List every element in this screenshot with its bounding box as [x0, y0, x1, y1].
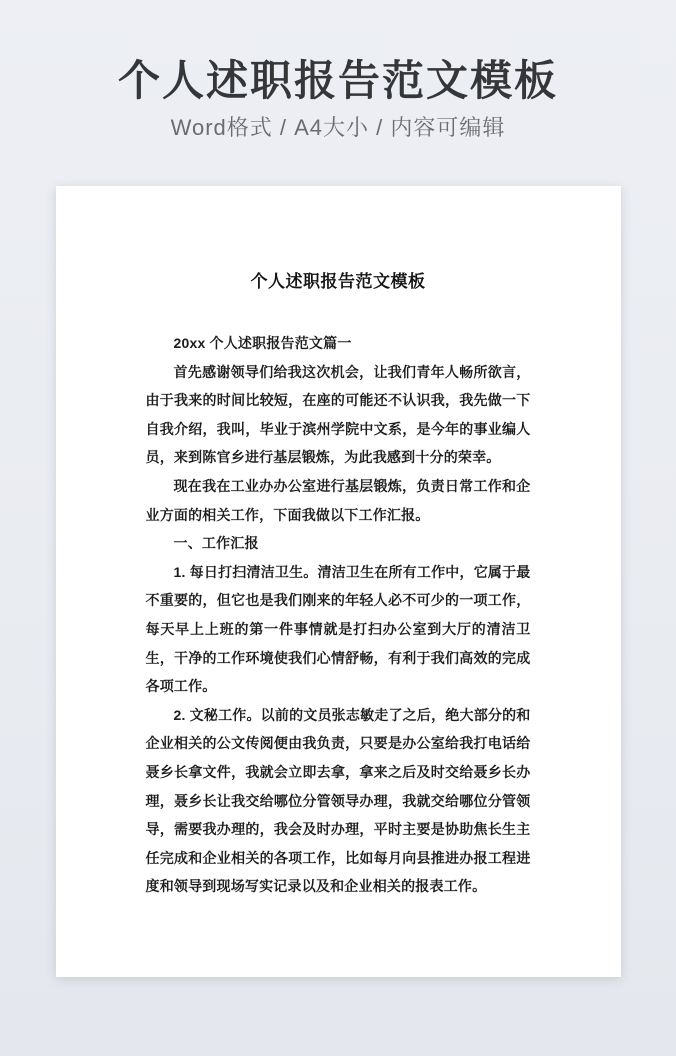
- document-page-preview: [56, 186, 621, 977]
- paragraph-current-role: 现在我在工业办办公室进行基层锻炼，负责日常工作和企业方面的相关工作，下面我做以下工作汇报。: [145, 477, 531, 523]
- document-title: 个人述职报告范文模板: [250, 272, 426, 291]
- paragraph-item-2: 2. 文秘工作。以前的文员张志敏走了之后，绝大部分的和企业相关的公文传阅便由我负责，只要是办公室给我打电话给聂乡长拿文件，我就会立即去拿，拿来之后及时交给聂乡长办理，聂乡长让我交给哪位分管领导办理，我就交给哪位分管领导，需要我办理的，我会及时办理，平时主要是协助焦长生主任完成和企业相关的各项工作，比如每月向县推进办报工程进度和领导到现场写实记录以及和企业相关的报表工作。: [145, 706, 531, 895]
- document-body: [146, 329, 531, 901]
- template-header: [0, 0, 676, 142]
- paragraph-section-heading: 一、工作汇报: [173, 535, 259, 552]
- template-format-subtitle: Word格式 / A4大小 / 内容可编辑: [170, 115, 506, 140]
- template-title: 个人述职报告范文模板: [117, 57, 558, 104]
- paragraph-intro: 首先感谢领导们给我这次机会，让我们青年人畅所欲言，由于我来的时间比较短，在座的可能还不认识我，我先做一下自我介绍，我叫，毕业于滨州学院中文系，是今年的事业编人员，来到陈官乡进行基层锻炼，为此我感到十分的荣幸。: [145, 363, 531, 466]
- paragraph-item-1: 1. 每日打扫清洁卫生。清洁卫生在所有工作中，它属于最不重要的，但它也是我们刚来的年轻人必不可少的一项工作，每天早上上班的第一件事情就是打扫办公室到大厅的清洁卫生，干净的工作环境使我们心情舒畅，有利于我们高效的完成各项工作。: [145, 563, 531, 695]
- paragraph-heading-1: 20xx 个人述职报告范文篇一: [173, 335, 352, 351]
